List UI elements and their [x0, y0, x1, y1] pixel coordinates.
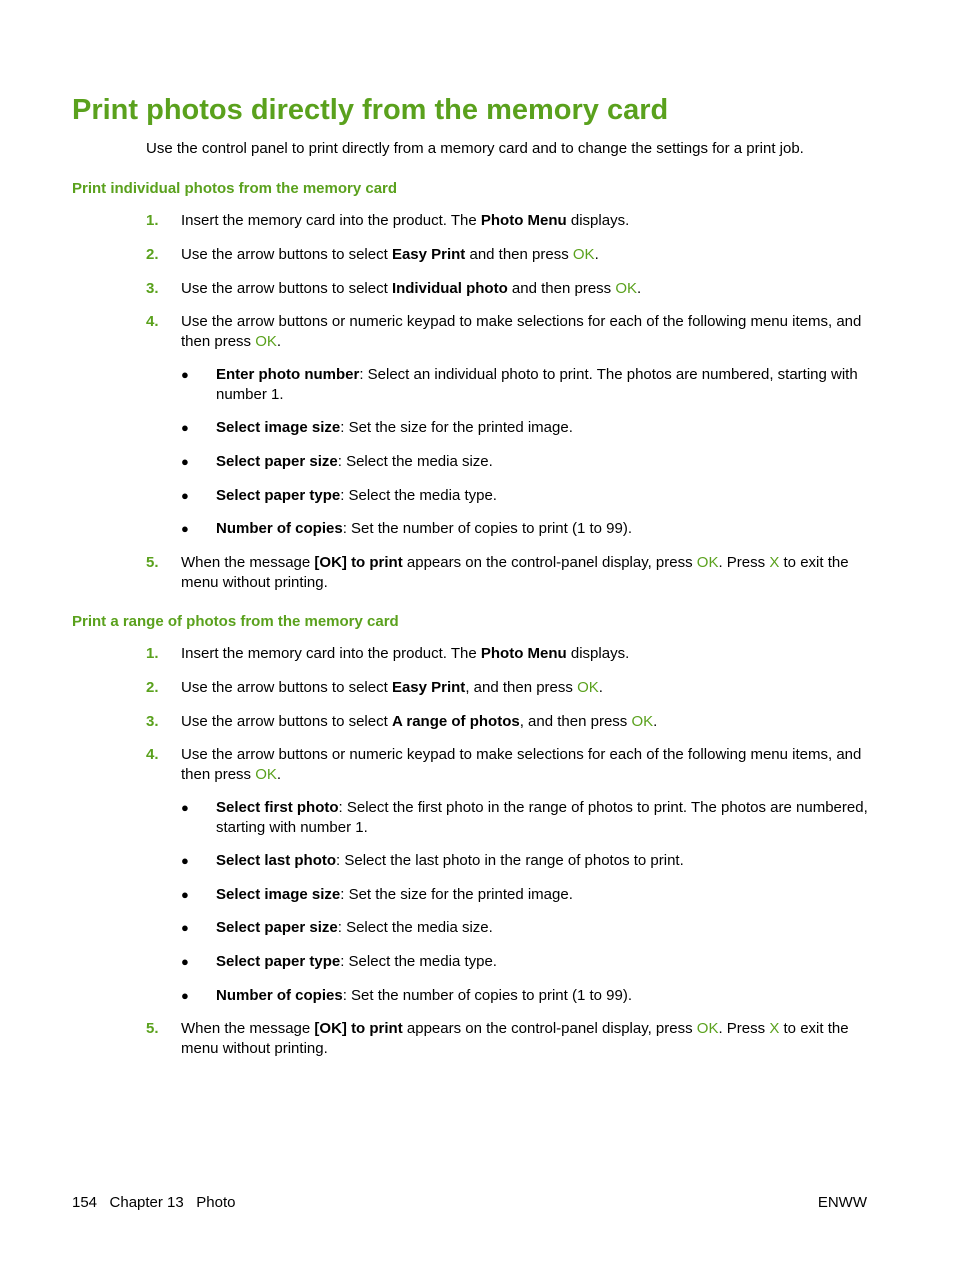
- step-number: 1.: [146, 645, 159, 662]
- step-text: Insert the memory card into the product. The Photo Menu displays.: [181, 212, 630, 229]
- x-button-label: X: [769, 554, 780, 571]
- step-number: 4.: [146, 746, 159, 763]
- step-number: 2.: [146, 679, 159, 696]
- ok-button-label: OK: [696, 1020, 719, 1037]
- step-number: 3.: [146, 280, 159, 297]
- step-text: Use the arrow buttons or numeric keypad to make selections for each of the following menu items, and then press OK.: [181, 313, 862, 350]
- list-item: Select paper size: Select the media size.: [216, 453, 493, 470]
- bullet-icon: ●: [181, 367, 189, 382]
- list-item: Select paper type: Select the media type.: [216, 953, 497, 970]
- step-text: When the message [OK] to print appears on the control-panel display, press OK. Press X to exit the menu without printing.: [181, 554, 849, 591]
- list-item: Number of copies: Set the number of copies to print (1 to 99).: [216, 520, 633, 537]
- step-number: 5.: [146, 1020, 159, 1037]
- step-text: Use the arrow buttons to select A range of photos, and then press OK.: [181, 713, 658, 730]
- ok-button-label: OK: [255, 766, 277, 783]
- bullet-icon: ●: [181, 420, 189, 435]
- step-text: When the message [OK] to print appears on the control-panel display, press OK. Press X to exit the menu without printing.: [181, 1020, 849, 1057]
- bullet-icon: ●: [181, 488, 189, 503]
- list-item: Number of copies: Set the number of copies to print (1 to 99).: [216, 987, 633, 1004]
- bullet-icon: ●: [181, 853, 189, 868]
- section-heading-individual: Print individual photos from the memory card: [72, 180, 398, 197]
- bullet-icon: ●: [181, 521, 189, 536]
- list-item: Select first photo: Select the first photo in the range of photos to print. The photos are numbered, starting with number 1.: [216, 799, 868, 836]
- bullet-icon: ●: [181, 920, 189, 935]
- list-item: Select paper type: Select the media type.: [216, 487, 497, 504]
- list-item: Enter photo number: Select an individual photo to print. The photos are numbered, starting with number 1.: [216, 366, 858, 403]
- step-number: 4.: [146, 313, 159, 330]
- step-number: 5.: [146, 554, 159, 571]
- ok-button-label: OK: [577, 679, 599, 696]
- bullet-icon: ●: [181, 988, 189, 1003]
- bullet-icon: ●: [181, 800, 189, 815]
- footer-page-info: 154 Chapter 13 Photo: [72, 1194, 236, 1211]
- bullet-icon: ●: [181, 887, 189, 902]
- step-text: Use the arrow buttons or numeric keypad to make selections for each of the following menu items, and then press OK.: [181, 746, 862, 783]
- ok-button-label: OK: [696, 554, 719, 571]
- ok-button-label: OK: [631, 713, 654, 730]
- ok-button-label: OK: [615, 280, 638, 297]
- page-title: Print photos directly from the memory card: [72, 94, 669, 126]
- step-text: Use the arrow buttons to select Easy Print, and then press OK.: [181, 679, 603, 696]
- step-number: 2.: [146, 246, 159, 263]
- step-number: 3.: [146, 713, 159, 730]
- step-number: 1.: [146, 212, 159, 229]
- intro-paragraph: Use the control panel to print directly from a memory card and to change the settings for a print job.: [146, 140, 804, 157]
- bullet-icon: ●: [181, 454, 189, 469]
- step-text: Insert the memory card into the product. The Photo Menu displays.: [181, 645, 630, 662]
- footer-locale: ENWW: [817, 1194, 867, 1211]
- ok-button-label: OK: [255, 333, 277, 350]
- ok-button-label: OK: [572, 246, 595, 263]
- section-heading-range: Print a range of photos from the memory card: [72, 613, 399, 630]
- bullet-icon: ●: [181, 954, 189, 969]
- step-text: Use the arrow buttons to select Easy Print and then press OK.: [181, 246, 599, 263]
- x-button-label: X: [769, 1020, 780, 1037]
- list-item: Select image size: Set the size for the printed image.: [216, 886, 573, 903]
- step-text: Use the arrow buttons to select Individual photo and then press OK.: [181, 280, 642, 297]
- list-item: Select image size: Set the size for the printed image.: [216, 419, 573, 436]
- list-item: Select last photo: Select the last photo in the range of photos to print.: [216, 852, 684, 869]
- list-item: Select paper size: Select the media size.: [216, 919, 493, 936]
